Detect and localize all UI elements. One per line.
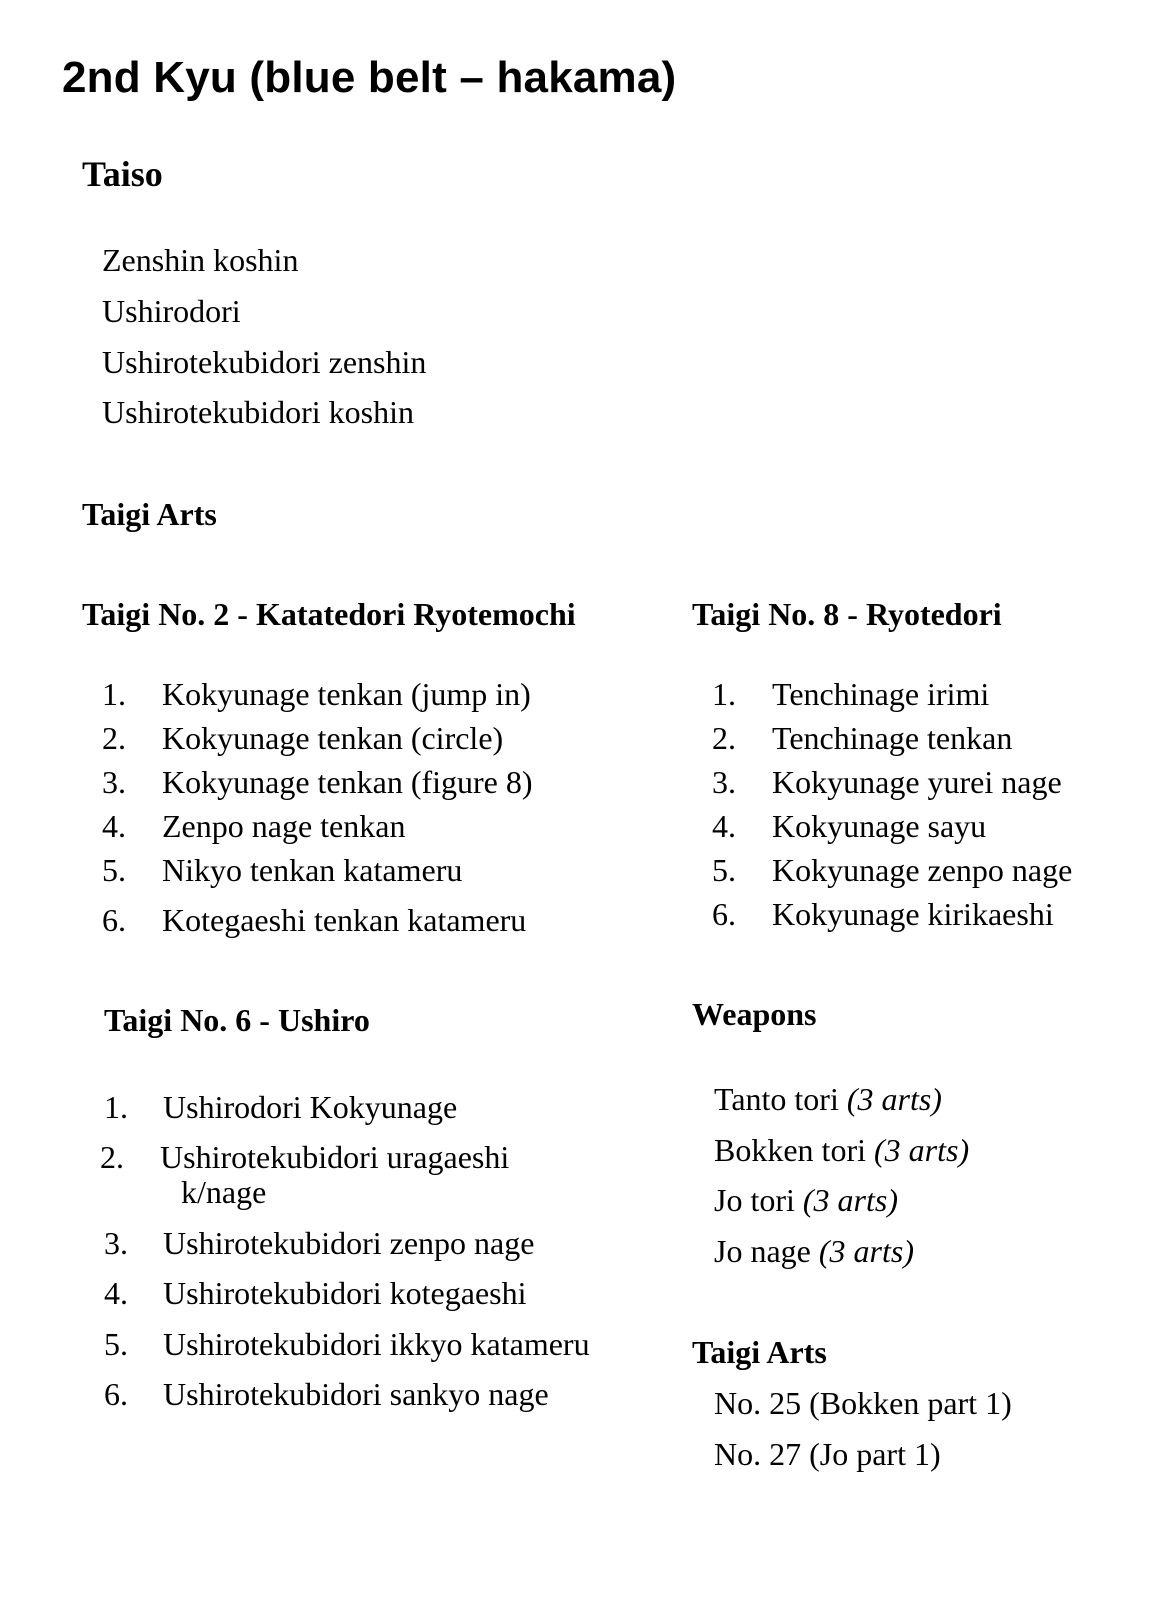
list-number: 4. — [712, 808, 736, 844]
taiso-item: Ushirodori — [102, 293, 241, 329]
list-number: 1. — [102, 676, 126, 712]
taigi-6-item: Ushirotekubidori sankyo nage — [163, 1376, 549, 1412]
taigi-6-heading: Taigi No. 6 - Ushiro — [104, 1002, 370, 1038]
list-number: 6. — [102, 902, 126, 938]
list-number: 6. — [104, 1376, 128, 1412]
weapons-heading: Weapons — [692, 996, 817, 1032]
weapon-taigi-arts-heading: Taigi Arts — [692, 1334, 827, 1370]
taigi-2-item: Kokyunage tenkan (figure 8) — [162, 764, 533, 800]
taigi-6-item: Ushirotekubidori zenpo nage — [163, 1225, 535, 1261]
weapon-taigi-item: No. 25 (Bokken part 1) — [714, 1385, 1012, 1421]
weapon-name: Jo nage — [714, 1233, 811, 1269]
list-number: 1. — [104, 1089, 128, 1125]
taigi-2-item: Kotegaeshi tenkan katameru — [162, 902, 527, 938]
taigi-8-item: Kokyunage yurei nage — [772, 764, 1062, 800]
page-title: 2nd Kyu (blue belt – hakama) — [62, 53, 677, 102]
list-number: 3. — [712, 764, 736, 800]
weapon-note: (3 arts) — [873, 1132, 970, 1168]
weapon-note: (3 arts) — [818, 1233, 914, 1269]
list-number: 3. — [104, 1225, 128, 1261]
taigi-6-item: Ushirotekubidori ikkyo katameru — [163, 1326, 590, 1362]
taiso-heading: Taiso — [82, 154, 163, 194]
list-number: 5. — [104, 1326, 128, 1362]
list-number: 5. — [102, 852, 126, 888]
weapon-name: Jo tori — [714, 1182, 795, 1218]
taigi-6-item: Ushirotekubidori uragaeshi — [160, 1139, 510, 1175]
taigi-6-item-continuation: k/nage — [181, 1174, 267, 1210]
weapon-name: Bokken tori — [714, 1132, 866, 1168]
taigi-2-item: Nikyo tenkan katameru — [162, 852, 463, 888]
taigi-2-item: Kokyunage tenkan (circle) — [162, 720, 504, 756]
taigi-2-heading: Taigi No. 2 - Katatedori Ryotemochi — [82, 596, 576, 632]
weapon-item — [714, 1130, 969, 1170]
list-number: 1. — [712, 676, 736, 712]
list-number: 2. — [712, 720, 736, 756]
taigi-6-item: Ushirodori Kokyunage — [163, 1089, 458, 1125]
weapon-taigi-item: No. 27 (Jo part 1) — [714, 1436, 941, 1472]
taiso-item: Ushirotekubidori koshin — [102, 394, 414, 430]
taigi-8-item: Tenchinage tenkan — [772, 720, 1013, 756]
taiso-item: Zenshin koshin — [102, 242, 299, 278]
list-number: 6. — [712, 896, 736, 932]
weapon-item — [714, 1079, 942, 1119]
weapon-name: Tanto tori — [714, 1081, 839, 1117]
list-number: 3. — [102, 764, 126, 800]
weapon-item — [714, 1231, 914, 1271]
taigi-8-item: Kokyunage zenpo nage — [772, 852, 1073, 888]
taigi-6-item: Ushirotekubidori kotegaeshi — [163, 1275, 527, 1311]
list-number: 2. — [100, 1139, 124, 1175]
list-number: 2. — [102, 720, 126, 756]
weapon-item — [714, 1180, 898, 1220]
weapon-note: (3 arts) — [802, 1182, 898, 1218]
taigi-arts-heading: Taigi Arts — [82, 496, 217, 532]
taigi-8-item: Kokyunage kirikaeshi — [772, 896, 1054, 932]
weapon-note: (3 arts) — [846, 1081, 942, 1117]
taigi-2-item: Kokyunage tenkan (jump in) — [162, 676, 531, 712]
taiso-item: Ushirotekubidori zenshin — [102, 344, 427, 380]
taigi-2-item: Zenpo nage tenkan — [162, 808, 406, 844]
taigi-8-item: Kokyunage sayu — [772, 808, 987, 844]
list-number: 4. — [102, 808, 126, 844]
taigi-8-item: Tenchinage irimi — [772, 676, 990, 712]
taigi-8-heading: Taigi No. 8 - Ryotedori — [692, 596, 1002, 632]
list-number: 4. — [104, 1275, 128, 1311]
list-number: 5. — [712, 852, 736, 888]
